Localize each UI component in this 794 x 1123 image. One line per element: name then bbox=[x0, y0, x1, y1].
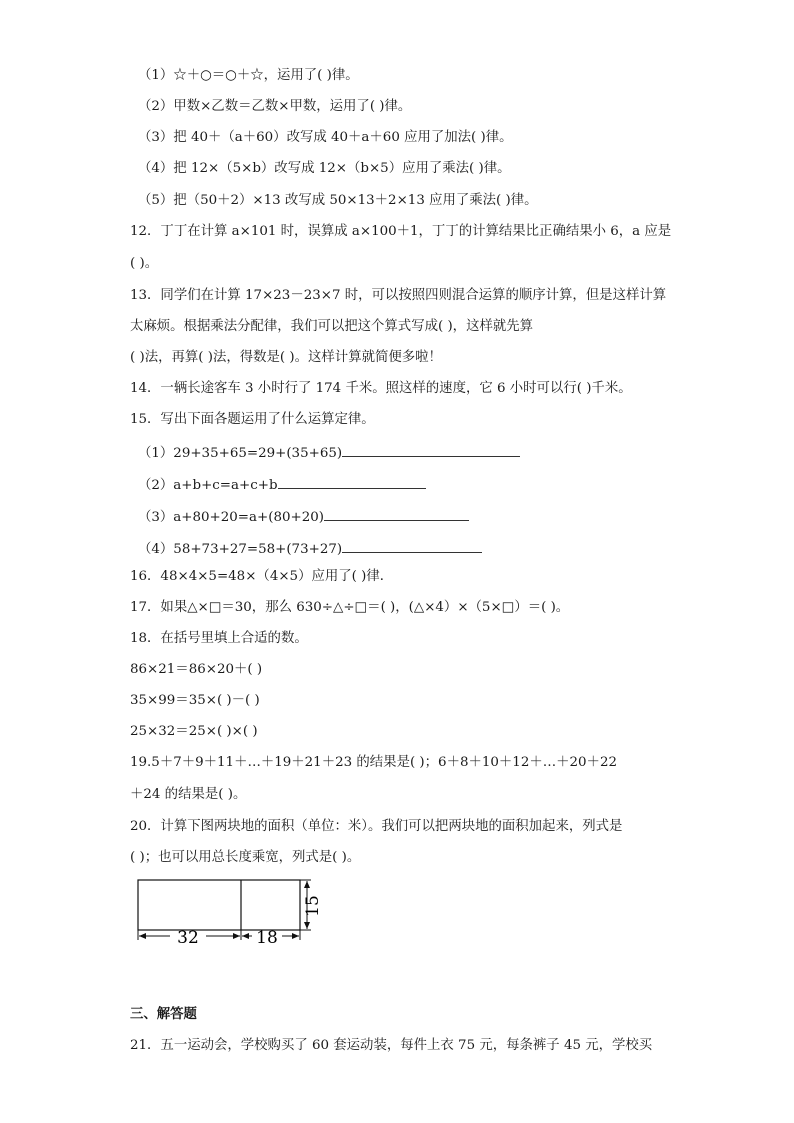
q13-line-1: 13．同学们在计算 17×23－23×7 时，可以按照四则混合运算的顺序计算，但是这样计算 bbox=[130, 288, 667, 303]
land-diagram bbox=[130, 874, 330, 946]
land-outline bbox=[138, 880, 300, 930]
q11-item-1: （1）☆＋○＝○＋☆，运用了( )律。 bbox=[138, 68, 359, 83]
right-length-label: 18 bbox=[256, 928, 278, 946]
arrow-left-icon bbox=[242, 933, 249, 939]
q18-item-1: 86×21＝86×20＋( ) bbox=[130, 662, 263, 677]
answer-blank[interactable] bbox=[278, 474, 426, 489]
q11-item-5: （5）把（50＋2）×13 改写成 50×13＋2×13 应用了乘法( )律。 bbox=[138, 193, 538, 208]
q12-line-2: ( )。 bbox=[130, 256, 159, 271]
arrow-up-icon bbox=[304, 881, 310, 888]
q15-item-4: （4）58+73+27=58+(73+27) bbox=[138, 538, 482, 559]
q19-line-2: ＋24 的结果是( )。 bbox=[130, 787, 247, 802]
q13-line-3: ( )法，再算( )法，得数是( )。这样计算就简便多啦！ bbox=[130, 350, 442, 365]
q19-line-1: 19.5＋7＋9＋11＋…＋19＋21＋23 的结果是( )；6＋8＋10＋12＋…＋20＋22 bbox=[130, 755, 617, 770]
left-length-label: 32 bbox=[177, 928, 199, 946]
q15-item-3: （3）a+80+20=a+(80+20) bbox=[138, 506, 469, 527]
answer-blank[interactable] bbox=[342, 442, 520, 457]
q15-item-2: （2）a+b+c=a+c+b bbox=[138, 474, 426, 495]
q20-line-2: ( )；也可以用总长度乘宽，列式是( )。 bbox=[130, 850, 361, 865]
arrow-right-icon bbox=[292, 933, 299, 939]
q13-line-2: 太麻烦。根据乘法分配律，我们可以把这个算式写成( )，这样就先算 bbox=[130, 319, 534, 334]
q12-line-1: 12．丁丁在计算 a×101 时，误算成 a×100＋1，丁丁的计算结果比正确结果小 6，a 应是 bbox=[130, 224, 672, 239]
q11-item-4: （4）把 12×（5×b）改写成 12×（b×5）应用了乘法( )律。 bbox=[138, 161, 511, 176]
q14-text: 14．一辆长途客车 3 小时行了 174 千米。照这样的速度，它 6 小时可以行( )千米。 bbox=[130, 381, 632, 396]
arrow-left-icon bbox=[139, 933, 146, 939]
q15-title: 15．写出下面各题运用了什么运算定律。 bbox=[130, 412, 375, 427]
q15-item-1: （1）29+35+65=29+(35+65) bbox=[138, 442, 520, 463]
arrow-right-icon bbox=[233, 933, 240, 939]
q20-line-1: 20．计算下图两块地的面积（单位：米）。我们可以把两块地的面积加起来，列式是 bbox=[130, 819, 623, 834]
q21-text: 21．五一运动会，学校购买了 60 套运动装，每件上衣 75 元，每条裤子 45 元，学校买 bbox=[130, 1038, 653, 1053]
q18-item-2: 35×99＝35×( )－( ) bbox=[130, 693, 260, 708]
section-3-title: 三、解答题 bbox=[130, 1006, 197, 1022]
q17-text: 17．如果△×□＝30，那么 630÷△÷□＝( )，(△×4）×（5×□）＝( )。 bbox=[130, 600, 570, 615]
q18-title: 18．在括号里填上合适的数。 bbox=[130, 631, 308, 646]
width-label: 15 bbox=[303, 895, 323, 917]
q18-item-3: 25×32＝25×( )×( ) bbox=[130, 724, 258, 739]
answer-blank[interactable] bbox=[324, 506, 469, 521]
q11-item-3: （3）把 40＋（a＋60）改写成 40＋a＋60 应用了加法( )律。 bbox=[138, 130, 513, 145]
answer-blank[interactable] bbox=[342, 538, 482, 553]
q11-item-2: （2）甲数×乙数＝乙数×甲数，运用了( )律。 bbox=[138, 99, 412, 114]
q16-text: 16．48×4×5=48×（4×5）应用了( )律． bbox=[130, 569, 394, 584]
arrow-down-icon bbox=[304, 922, 310, 929]
